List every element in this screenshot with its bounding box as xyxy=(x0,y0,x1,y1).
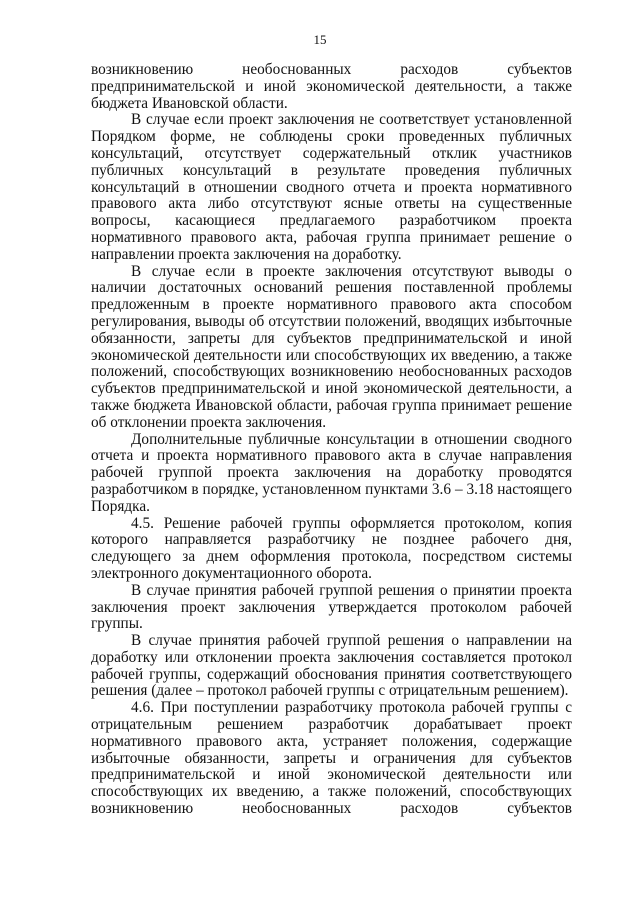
paragraph-missing-conclusions: В случае если в проекте заключения отсутствуют выводы о наличии достаточных оснований решения поставленной проблемы предложенным в проекте нормативного правового акта способом регулирования, выводы об отсутствии положений, вводящих избыточные обязанности, запреты для субъектов предпринимательской и иной экономической деятельности или способствующих их введению, а также положений, способствующих возникновению необоснованных расходов субъектов предпринимательской и иной экономической деятельности, а также бюджета Ивановской области, рабочая группа принимает решение об отклонении проекта заключения. xyxy=(91,262,572,431)
paragraph-draft-nonconformity: В случае если проект заключения не соответствует установленной Порядком форме, не соблюдены сроки проведенных публичных консультаций, отсутствует содержательный отклик участников публичных консультаций в результате проведения публичных консультаций в отношении сводного отчета и проекта нормативного правового акта либо отсутствуют ясные ответы на существенные вопросы, касающиеся предлагаемого разработчиком проекта нормативного правового акта, рабочая группа принимает решение о направлении проекта заключения на доработку. xyxy=(91,111,572,263)
paragraph-rejection-decision: В случае принятия рабочей группой решения о направлении на доработку или отклонении проекта заключения составляется протокол рабочей группы, содержащий обоснования принятия соответствующего решения (далее – протокол рабочей группы с отрицательным решением). xyxy=(91,632,572,700)
paragraph-additional-consultations: Дополнительные публичные консультации в отношении сводного отчета и проекта нормативного правового акта в случае направления рабочей группой проекта заключения на доработку проводятся разработчиком в порядке, установленном пунктами 3.6 – 3.18 настоящего Порядка. xyxy=(91,430,572,515)
paragraph-clause-4-5: 4.5. Решение рабочей группы оформляется протоколом, копия которого направляется разработчику не позднее рабочего дня, следующего за днем оформления протокола, посредством системы электронного документационного оборота. xyxy=(91,514,572,582)
paragraph-approval-decision: В случае принятия рабочей группой решения о принятии проекта заключения проект заключения утверждается протоколом рабочей группы. xyxy=(91,581,572,633)
document-body xyxy=(91,62,572,818)
paragraph-clause-4-6: 4.6. При поступлении разработчику протокола рабочей группы с отрицательным решением разработчик дорабатывает проект нормативного правового акта, устраняет положения, содержащие избыточные обязанности, запреты и ограничения для субъектов предпринимательской и иной экономической деятельности или способствующих их введению, а также положений, способствующих возникновению необоснованных расходов субъектов xyxy=(91,699,572,818)
paragraph-continuation: возникновению необоснованных расходов субъектов предпринимательской и иной экономической деятельности, а также бюджета Ивановской области. xyxy=(91,61,572,112)
page-number: 15 xyxy=(313,32,327,47)
